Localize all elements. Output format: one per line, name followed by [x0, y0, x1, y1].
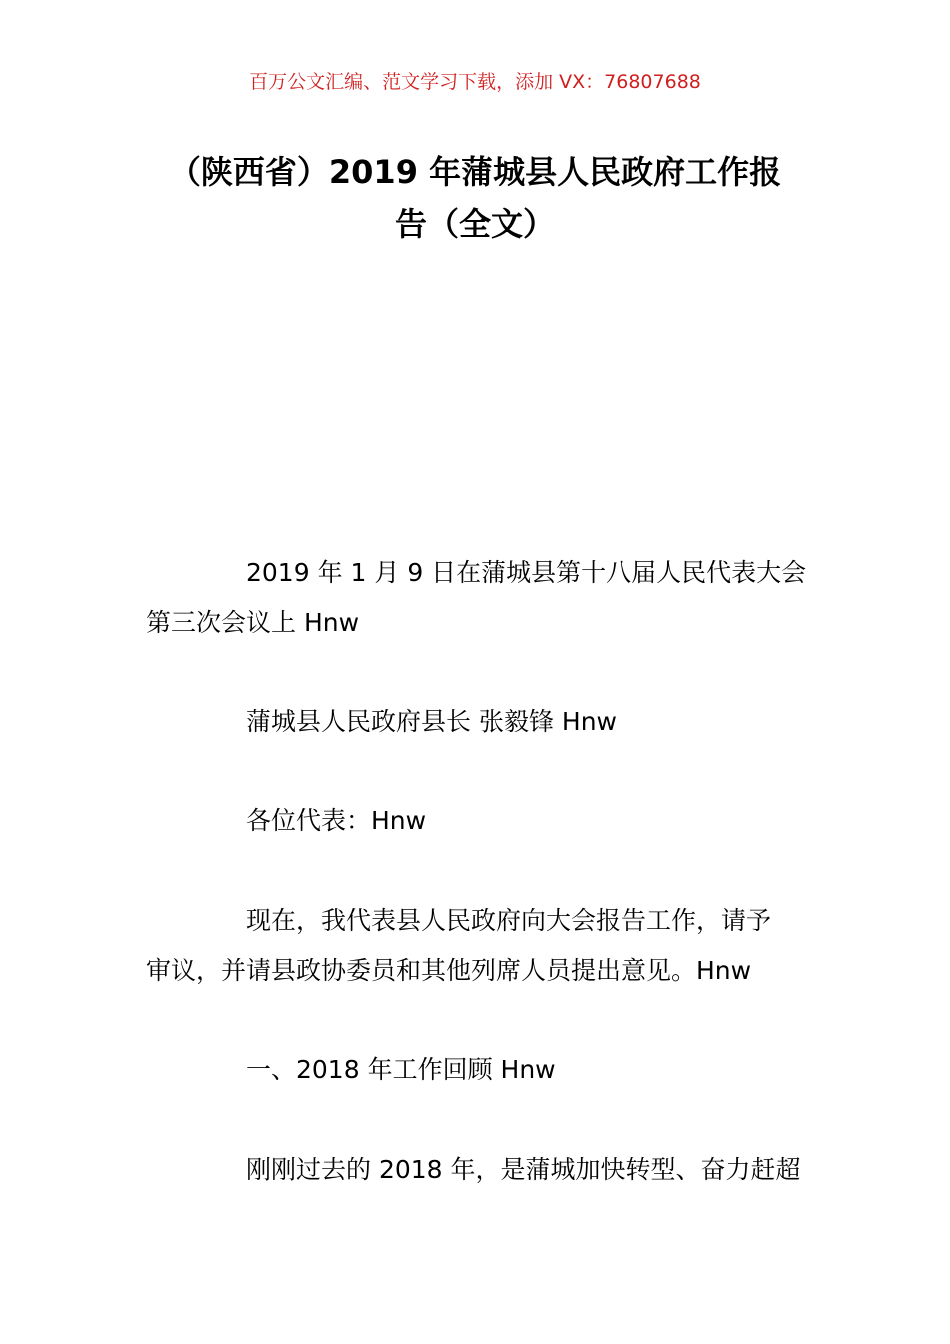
paragraph-meeting-date	[146, 548, 810, 648]
section-heading-review	[146, 1045, 810, 1095]
paragraph-line: 2019 年 1 月 9 日在蒲城县第十八届人民代表大会	[246, 558, 807, 587]
document-title	[120, 146, 830, 250]
paragraph-review-start	[146, 1145, 810, 1195]
paragraph-line: 刚刚过去的 2018 年，是蒲城加快转型、奋力赶超	[246, 1155, 801, 1184]
paragraph-line: 各位代表：Hnw	[246, 806, 427, 835]
header-promo-note: 百万公文汇编、范文学习下载，添加 VX：76807688	[249, 71, 701, 93]
paragraph-salutation	[146, 796, 810, 846]
paragraph-line: 一、2018 年工作回顾 Hnw	[246, 1055, 556, 1084]
paragraph-line: 蒲城县人民政府县长 张毅锋 Hnw	[246, 707, 617, 736]
title-line-2: 告（全文）	[394, 205, 555, 243]
paragraph-line: 审议，并请县政协委员和其他列席人员提出意见。Hnw	[146, 956, 752, 985]
paragraph-line: 第三次会议上 Hnw	[146, 608, 360, 637]
paragraph-intro	[146, 896, 810, 996]
paragraph-speaker	[146, 697, 810, 747]
title-line-1: （陕西省）2019 年蒲城县人民政府工作报	[168, 153, 782, 191]
paragraph-line: 现在，我代表县人民政府向大会报告工作，请予	[246, 906, 772, 935]
